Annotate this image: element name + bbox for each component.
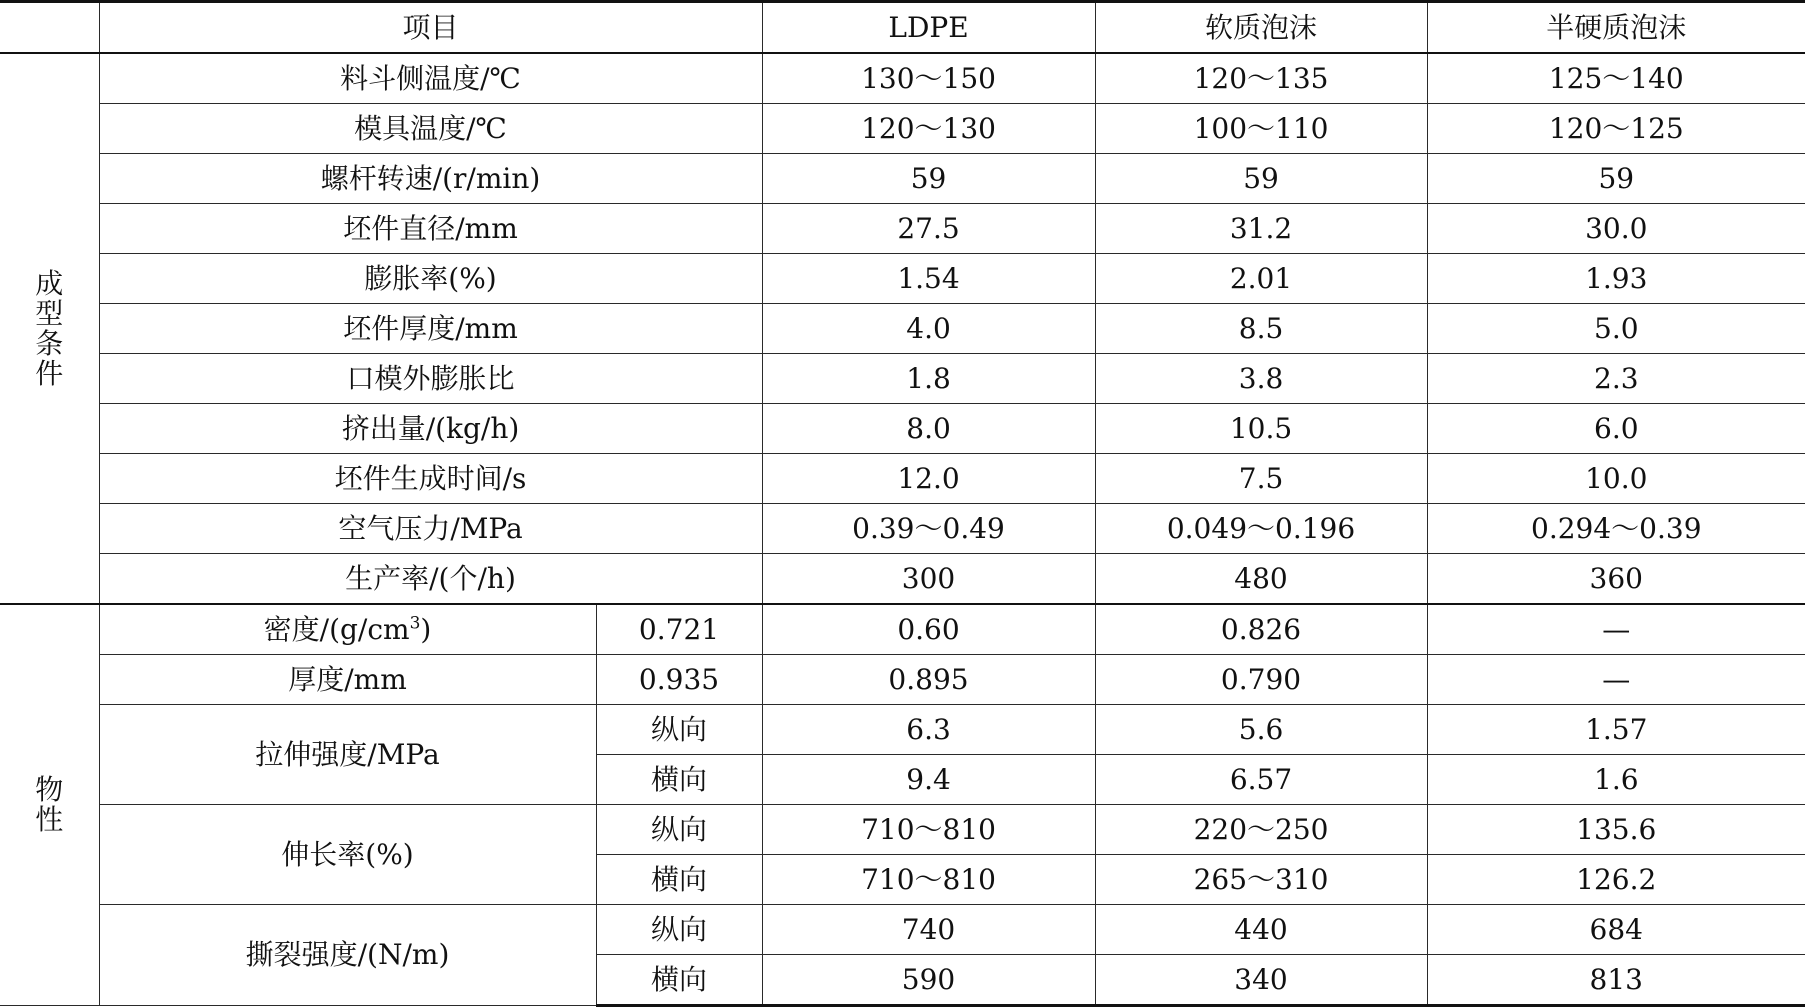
table-row: [0, 354, 1805, 404]
cell-ldpe: 4.0: [762, 304, 1095, 354]
header-ldpe: LDPE: [762, 2, 1095, 54]
density-label-end: ): [420, 612, 432, 646]
cell-soft-foam: 8.5: [1095, 304, 1427, 354]
cell-ldpe: 710～810: [762, 805, 1095, 855]
sub-value: 0.935: [596, 655, 762, 705]
table-row: [0, 504, 1805, 554]
row-label-elongation: 伸长率(%): [99, 805, 596, 905]
group-char: 成: [35, 266, 64, 300]
header-row: [0, 2, 1805, 54]
sub-value: 0.721: [596, 604, 762, 655]
cell-ldpe: 590: [762, 955, 1095, 1006]
cell-ldpe: 8.0: [762, 404, 1095, 454]
row-label-tensile-strength: 拉伸强度/MPa: [99, 705, 596, 805]
cell-soft-foam: 7.5: [1095, 454, 1427, 504]
direction-label: 横向: [596, 955, 762, 1006]
cell-ldpe: 740: [762, 905, 1095, 955]
group-char: 性: [35, 803, 64, 836]
row-label: 坯件生成时间/s: [99, 454, 762, 504]
row-label: 坯件直径/mm: [99, 204, 762, 254]
cell-semi-rigid-foam: 684: [1427, 905, 1805, 955]
cell-semi-rigid-foam: 10.0: [1427, 454, 1805, 504]
cell-semi-rigid-foam: 0.294～0.39: [1427, 504, 1805, 554]
density-label: 密度/(g/cm: [263, 612, 410, 646]
forming-conditions-group-label: [0, 53, 99, 604]
cell-soft-foam: 10.5: [1095, 404, 1427, 454]
cell-soft-foam: 480: [1095, 554, 1427, 605]
cell-soft-foam: 220～250: [1095, 805, 1427, 855]
cell-ldpe: 0.60: [762, 604, 1095, 655]
cell-soft-foam: 59: [1095, 154, 1427, 204]
direction-label: 横向: [596, 755, 762, 805]
cell-semi-rigid-foam: 30.0: [1427, 204, 1805, 254]
table-row: [0, 254, 1805, 304]
cell-semi-rigid-foam: 6.0: [1427, 404, 1805, 454]
group-char: 条: [35, 326, 64, 360]
row-label-density: [99, 604, 596, 655]
cell-semi-rigid-foam: —: [1427, 604, 1805, 655]
header-semi-rigid-foam: 半硬质泡沫: [1427, 2, 1805, 54]
row-label: 挤出量/(kg/h): [99, 404, 762, 454]
cell-ldpe: 12.0: [762, 454, 1095, 504]
cell-semi-rigid-foam: 5.0: [1427, 304, 1805, 354]
cell-semi-rigid-foam: 120～125: [1427, 104, 1805, 154]
cell-soft-foam: 0.826: [1095, 604, 1427, 655]
cell-soft-foam: 340: [1095, 955, 1427, 1006]
table-row: [0, 154, 1805, 204]
row-label: 模具温度/℃: [99, 104, 762, 154]
cell-ldpe: 0.39～0.49: [762, 504, 1095, 554]
cell-semi-rigid-foam: 126.2: [1427, 855, 1805, 905]
cell-semi-rigid-foam: 59: [1427, 154, 1805, 204]
group-char: 型: [35, 296, 64, 330]
row-label: 口模外膨胀比: [99, 354, 762, 404]
cell-soft-foam: 2.01: [1095, 254, 1427, 304]
table-row: [0, 805, 1805, 855]
cell-soft-foam: 265～310: [1095, 855, 1427, 905]
cell-ldpe: 710～810: [762, 855, 1095, 905]
cell-soft-foam: 3.8: [1095, 354, 1427, 404]
cell-ldpe: 0.895: [762, 655, 1095, 705]
cell-ldpe: 27.5: [762, 204, 1095, 254]
cell-semi-rigid-foam: 1.57: [1427, 705, 1805, 755]
direction-label: 纵向: [596, 805, 762, 855]
table-row: [0, 53, 1805, 104]
table-row: [0, 604, 1805, 655]
table-row: [0, 705, 1805, 755]
direction-label: 横向: [596, 855, 762, 905]
density-superscript: 3: [409, 613, 421, 634]
cell-semi-rigid-foam: 135.6: [1427, 805, 1805, 855]
row-label: 坯件厚度/mm: [99, 304, 762, 354]
cell-ldpe: 130～150: [762, 53, 1095, 104]
row-label: 螺杆转速/(r/min): [99, 154, 762, 204]
row-label: 料斗侧温度/℃: [99, 53, 762, 104]
cell-soft-foam: 100～110: [1095, 104, 1427, 154]
cell-semi-rigid-foam: 2.3: [1427, 354, 1805, 404]
physical-properties-group-label: [0, 604, 99, 1006]
cell-soft-foam: 0.049～0.196: [1095, 504, 1427, 554]
cell-ldpe: 1.8: [762, 354, 1095, 404]
cell-soft-foam: 5.6: [1095, 705, 1427, 755]
row-label-thickness: 厚度/mm: [99, 655, 596, 705]
table-row: [0, 905, 1805, 955]
row-label: 膨胀率(%): [99, 254, 762, 304]
cell-ldpe: 120～130: [762, 104, 1095, 154]
direction-label: 纵向: [596, 905, 762, 955]
cell-soft-foam: 31.2: [1095, 204, 1427, 254]
cell-soft-foam: 0.790: [1095, 655, 1427, 705]
cell-semi-rigid-foam: 125～140: [1427, 53, 1805, 104]
header-item: 项目: [99, 2, 762, 54]
direction-label: 纵向: [596, 705, 762, 755]
header-corner: [0, 2, 99, 54]
cell-ldpe: 300: [762, 554, 1095, 605]
row-label: 生产率/(个/h): [99, 554, 762, 605]
table-row: [0, 104, 1805, 154]
cell-soft-foam: 6.57: [1095, 755, 1427, 805]
cell-ldpe: 59: [762, 154, 1095, 204]
group-char: 件: [35, 356, 64, 390]
cell-ldpe: 9.4: [762, 755, 1095, 805]
row-label-tear-strength: 撕裂强度/(N/m): [99, 905, 596, 1006]
row-label: 空气压力/MPa: [99, 504, 762, 554]
table-row: [0, 204, 1805, 254]
table-row: [0, 304, 1805, 354]
cell-semi-rigid-foam: 813: [1427, 955, 1805, 1006]
header-soft-foam: 软质泡沫: [1095, 2, 1427, 54]
cell-semi-rigid-foam: 1.6: [1427, 755, 1805, 805]
cell-ldpe: 1.54: [762, 254, 1095, 304]
cell-semi-rigid-foam: —: [1427, 655, 1805, 705]
cell-soft-foam: 440: [1095, 905, 1427, 955]
cell-semi-rigid-foam: 360: [1427, 554, 1805, 605]
group-char: 物: [35, 773, 64, 806]
cell-ldpe: 6.3: [762, 705, 1095, 755]
cell-soft-foam: 120～135: [1095, 53, 1427, 104]
table-row: [0, 655, 1805, 705]
cell-semi-rigid-foam: 1.93: [1427, 254, 1805, 304]
table-row: [0, 554, 1805, 605]
table-row: [0, 454, 1805, 504]
table-row: [0, 404, 1805, 454]
